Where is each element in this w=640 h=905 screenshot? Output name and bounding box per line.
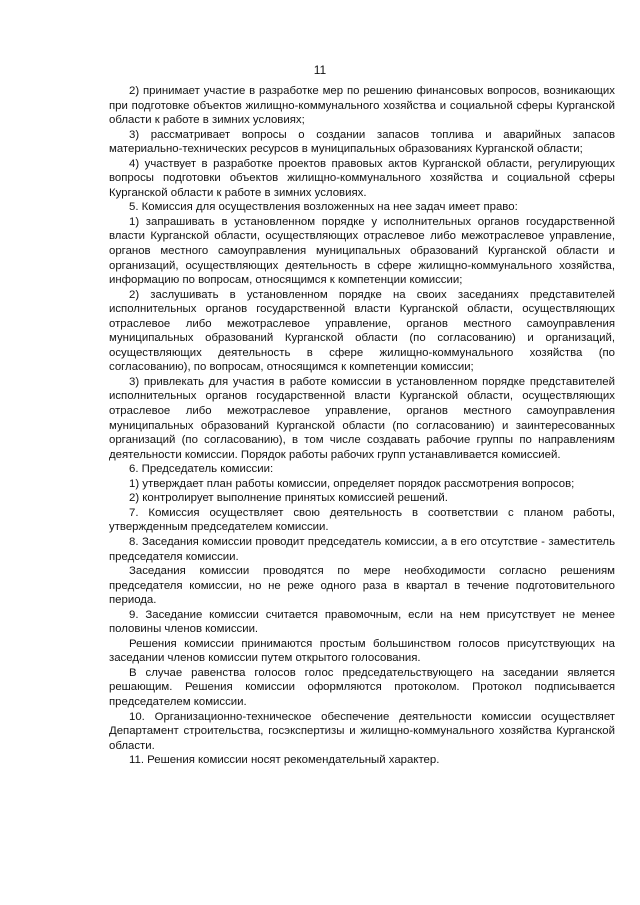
page-number: 11 [313,63,327,77]
document-body [109,84,615,768]
paragraph: 9. Заседание комиссии считается правомочным, если на нем присутствует не менее половины членов комиссии. [109,608,615,636]
paragraph: В случае равенства голосов голос председательствующего на заседании является решающим. Решения комиссии оформляются протоколом. Протокол подписывается председателем комиссии. [109,666,615,708]
paragraph: 3) рассматривает вопросы о создании запасов топлива и аварийных запасов материально-технических ресурсов в муниципальных образованиях Курганской области; [109,128,615,156]
paragraph: 6. Председатель комиссии: [129,463,274,476]
paragraph: 11. Решения комиссии носят рекомендательный характер. [129,754,440,767]
paragraph: 10. Организационно-техническое обеспечение деятельности комиссии осуществляет Департамент строительства, госэкспертизы и жилищно-коммунального хозяйства Курганской области. [109,710,615,752]
paragraph: 3) привлекать для участия в работе комиссии в установленном порядке представителей исполнительных органов государственной власти Курганской области, осуществляющих отраслевое либо межотраслевое управление, органов местного самоуправления муниципальных образований Курганской области (по согласованию) и заинтересованных организаций (по согласованию), в том числе создавать рабочие группы по направлениям деятельности комиссии. Порядок работы рабочих групп устанавливается комиссией. [109,375,615,461]
paragraph: 1) запрашивать в установленном порядке у исполнительных органов государственной власти Курганской области, осуществляющих отраслевое либо межотраслевое управление, органов местного самоуправления муниципальных образований Курганской области и организаций, осуществляющих деятельность в сфере жилищно-коммунального хозяйства, информацию по вопросам, относящимся к компетенции комиссии; [109,215,615,287]
paragraph: Решения комиссии принимаются простым большинством голосов присутствующих на заседании членов комиссии путем открытого голосования. [109,637,615,665]
paragraph: Заседания комиссии проводятся по мере необходимости согласно решениям председателя комиссии, но не реже одного раза в квартал в течение подготовительного периода. [109,565,615,607]
paragraph: 5. Комиссия для осуществления возложенных на нее задач имеет право: [129,201,518,214]
paragraph: 7. Комиссия осуществляет свою деятельность в соответствии с планом работы, утвержденным председателем комиссии. [109,506,615,534]
paragraph: 2) заслушивать в установленном порядке на своих заседаниях представителей исполнительных органов государственной власти Курганской области, осуществляющих отраслевое либо межотраслевое управление, органов местного самоуправления муниципальных образований Курганской области (по согласованию) и организаций, осуществляющих деятельность в сфере жилищно-коммунального хозяйства (по согласованию), по вопросам, относящимся к компетенции комиссии; [109,288,615,374]
paragraph: 8. Заседания комиссии проводит председатель комиссии, а в его отсутствие - заместитель председателя комиссии. [109,535,615,563]
paragraph: 1) утверждает план работы комиссии, определяет порядок рассмотрения вопросов; [129,477,575,490]
paragraph: 4) участвует в разработке проектов правовых актов Курганской области, регулирующих вопросы подготовки объектов жилищно-коммунального хозяйства и социальной сферы Курганской области к работе в зимних условиях. [109,157,615,199]
paragraph: 2) принимает участие в разработке мер по решению финансовых вопросов, возникающих при подготовке объектов жилищно-коммунального хозяйства и социальной сферы Курганской области к работе в зимних условиях; [109,85,615,127]
paragraph: 2) контролирует выполнение принятых комиссией решений. [129,492,448,505]
